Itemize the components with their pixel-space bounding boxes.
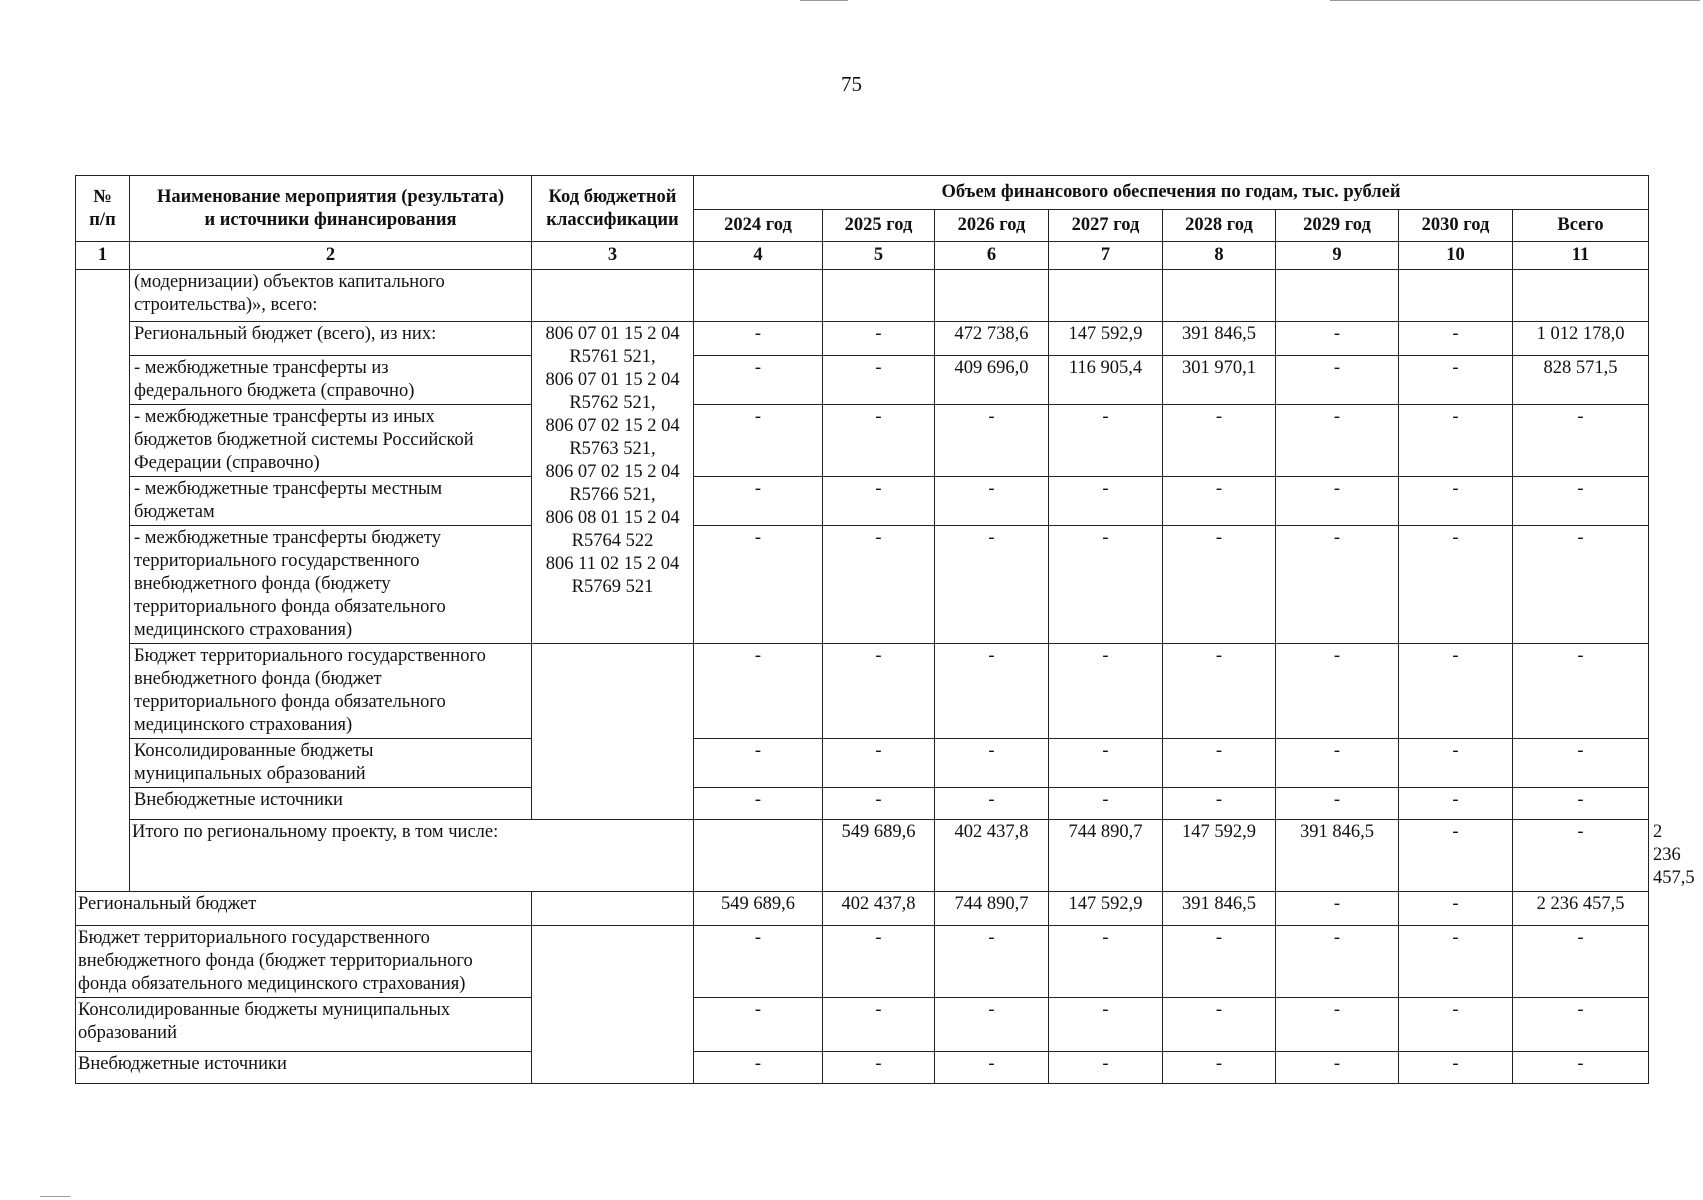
budget-code: 806 07 01 15 2 04 R5761 521, — [545, 324, 680, 367]
value-cell: 402 437,8 — [823, 892, 935, 926]
value-cell: - — [823, 356, 935, 405]
value-cell: 549 689,6 — [694, 892, 823, 926]
table-row — [76, 644, 1649, 739]
code-cell-empty — [532, 892, 694, 926]
value-cell: - — [694, 322, 823, 356]
value-cell: - — [1513, 1052, 1649, 1084]
header-year: 2024 год — [694, 210, 823, 242]
total-label: Региональный бюджет — [76, 892, 532, 926]
value-cell: - — [694, 1052, 823, 1084]
table-row — [76, 526, 1649, 644]
row-label: - межбюджетные трансферты местным бюджетам — [130, 477, 532, 526]
value-cell: - — [1513, 526, 1649, 644]
header-row-1 — [76, 176, 1649, 210]
column-number: 3 — [532, 242, 694, 270]
value-cell: - — [694, 788, 823, 820]
value-cell: 147 592,9 — [1049, 322, 1163, 356]
value-cell: - — [1399, 998, 1513, 1052]
header-year: 2030 год — [1399, 210, 1513, 242]
page-number: 75 — [841, 72, 862, 96]
num-cell-empty — [76, 270, 130, 892]
budget-code: 806 07 02 15 2 04 R5763 521, — [545, 416, 680, 459]
total-row — [76, 998, 1649, 1052]
value-cell: - — [823, 1052, 935, 1084]
value-cell: - — [935, 739, 1049, 788]
value-cell: 391 846,5 — [1276, 820, 1399, 892]
header-year: 2029 год — [1276, 210, 1399, 242]
code-cell-empty — [694, 820, 823, 892]
value-cell: - — [823, 998, 935, 1052]
column-number: 6 — [935, 242, 1049, 270]
value-cell: - — [694, 477, 823, 526]
value-cell: 147 592,9 — [1163, 820, 1276, 892]
value-cell: - — [694, 926, 823, 998]
header-num: № п/п — [76, 176, 130, 242]
value-cell: 744 890,7 — [935, 892, 1049, 926]
column-number: 2 — [130, 242, 532, 270]
value-cell: - — [1163, 644, 1276, 739]
budget-code-cell — [532, 322, 694, 644]
value-cell: - — [1163, 739, 1276, 788]
value-cell: - — [823, 926, 935, 998]
value-cell: - — [1399, 1052, 1513, 1084]
value-cell: - — [1276, 998, 1399, 1052]
total-label: Бюджет территориального государственного внебюджетного фонда (бюджет территориального фонда обязательного медицинского страхования) — [76, 926, 532, 998]
value-cell: - — [1049, 644, 1163, 739]
table-row — [76, 739, 1649, 788]
header-name: Наименование мероприятия (результата) и источники финансирования — [130, 176, 532, 242]
row-label: - межбюджетные трансферты из иных бюджетов бюджетной системы Российской Федерации (справочно) — [130, 405, 532, 477]
scan-artifact-line — [40, 1196, 70, 1197]
value-cell: - — [935, 998, 1049, 1052]
value-cell: 1 012 178,0 — [1513, 322, 1649, 356]
row-label: Консолидированные бюджеты муниципальных образований — [130, 739, 532, 788]
value-cell: - — [1276, 356, 1399, 405]
value-cell: - — [1163, 405, 1276, 477]
value-cell: - — [935, 1052, 1049, 1084]
value-cell: 391 846,5 — [1163, 322, 1276, 356]
total-row: Итого по региональному проекту, в том числе: 549 689,6 402 437,8 744 890,7 147 592,9 391 846,5 - - 2 236 457,5 — [76, 820, 1649, 892]
value-cell: - — [1049, 1052, 1163, 1084]
column-numbers-row — [76, 242, 1649, 270]
total-label: Итого по региональному проекту, в том числе: — [130, 820, 694, 892]
value-cell: - — [1276, 644, 1399, 739]
value-cell: - — [694, 405, 823, 477]
value-cell: - — [1276, 892, 1399, 926]
financing-table — [75, 175, 1695, 1084]
value-cell: - — [1049, 405, 1163, 477]
value-cell: - — [823, 788, 935, 820]
table-row — [76, 322, 1649, 356]
value-cell: - — [1276, 322, 1399, 356]
scan-artifact-line — [1330, 0, 1700, 1]
value-cell: - — [1513, 998, 1649, 1052]
value-cell: - — [1513, 405, 1649, 477]
value-cell: - — [694, 526, 823, 644]
value-cell: 472 738,6 — [935, 322, 1049, 356]
table-row — [76, 788, 1649, 820]
total-label: Консолидированные бюджеты муниципальных образований — [76, 998, 532, 1052]
value-cell: - — [823, 477, 935, 526]
value-cell: - — [1276, 1052, 1399, 1084]
value-cell: - — [1399, 526, 1513, 644]
budget-code: 806 07 01 15 2 04 R5762 521, — [545, 370, 680, 413]
column-number: 9 — [1276, 242, 1399, 270]
value-cell: - — [1399, 739, 1513, 788]
budget-code: 806 07 02 15 2 04 R5766 521, — [545, 462, 680, 505]
header-code: Код бюджетной классификации — [532, 176, 694, 242]
value-cell: - — [935, 926, 1049, 998]
total-label: Внебюджетные источники — [76, 1052, 532, 1084]
value-cell: 409 696,0 — [935, 356, 1049, 405]
value-cell: - — [1163, 1052, 1276, 1084]
value-cell: - — [1399, 788, 1513, 820]
value-cell: - — [1049, 526, 1163, 644]
value-cell: - — [1513, 739, 1649, 788]
header-financing-group: Объем финансового обеспечения по годам, тыс. рублей — [694, 176, 1649, 210]
header-year: 2025 год — [823, 210, 935, 242]
value-cell: - — [1276, 405, 1399, 477]
total-row — [76, 926, 1649, 998]
value-cell: - — [935, 788, 1049, 820]
intro-row — [76, 270, 1649, 322]
value-cell: - — [1276, 739, 1399, 788]
value-cell: - — [935, 405, 1049, 477]
budget-code: 806 08 01 15 2 04 R5764 522 — [545, 508, 680, 551]
value-cell: - — [1049, 739, 1163, 788]
value-cell: - — [935, 526, 1049, 644]
column-number: 5 — [823, 242, 935, 270]
value-cell: - — [935, 477, 1049, 526]
value-cell: - — [1163, 477, 1276, 526]
column-number: 4 — [694, 242, 823, 270]
row-label: Региональный бюджет (всего), из них: — [130, 322, 532, 356]
value-cell: - — [823, 526, 935, 644]
total-row — [76, 892, 1649, 926]
value-cell: - — [1399, 644, 1513, 739]
total-row — [76, 1052, 1649, 1084]
column-number: 7 — [1049, 242, 1163, 270]
code-cell-empty — [532, 644, 694, 820]
row-label: - межбюджетные трансферты бюджету территориального государственного внебюджетного фонда (бюджету территориального фонда обязательного медицинского страхования) — [130, 526, 532, 644]
value-cell: 402 437,8 — [935, 820, 1049, 892]
value-cell: - — [1399, 926, 1513, 998]
table-row — [76, 477, 1649, 526]
value-cell: 147 592,9 — [1049, 892, 1163, 926]
scan-artifact-line — [800, 0, 848, 1]
value-cell: - — [1163, 788, 1276, 820]
value-cell: - — [1049, 788, 1163, 820]
value-cell: - — [1513, 644, 1649, 739]
value-cell: - — [935, 644, 1049, 739]
value-cell: - — [694, 356, 823, 405]
value-cell: 116 905,4 — [1049, 356, 1163, 405]
table-row — [76, 405, 1649, 477]
value-cell: - — [1399, 322, 1513, 356]
value-cell: 2 236 457,5 — [1513, 892, 1649, 926]
value-cell: - — [1163, 998, 1276, 1052]
value-cell: - — [1513, 926, 1649, 998]
value-cell: 744 890,7 — [1049, 820, 1163, 892]
value-cell: - — [1513, 788, 1649, 820]
code-cell-empty — [532, 270, 694, 322]
value-cell: - — [694, 998, 823, 1052]
value-cell: - — [1513, 820, 1649, 892]
table-row — [76, 356, 1649, 405]
value-cell: - — [1049, 926, 1163, 998]
value-cell: - — [1399, 892, 1513, 926]
value-cell: - — [823, 405, 935, 477]
row-label: - межбюджетные трансферты из федерального бюджета (справочно) — [130, 356, 532, 405]
value-cell: - — [1163, 926, 1276, 998]
column-number: 11 — [1513, 242, 1649, 270]
intro-text: (модернизации) объектов капитального строительства)», всего: — [130, 270, 532, 322]
column-number: 8 — [1163, 242, 1276, 270]
code-cell-empty — [532, 926, 694, 1084]
header-year: Всего — [1513, 210, 1649, 242]
value-cell: - — [823, 322, 935, 356]
value-cell: - — [694, 739, 823, 788]
value-cell: - — [823, 739, 935, 788]
header-year: 2027 год — [1049, 210, 1163, 242]
value-cell: - — [823, 644, 935, 739]
budget-code: 806 11 02 15 2 04 R5769 521 — [545, 554, 680, 597]
value-cell: 549 689,6 — [823, 820, 935, 892]
value-cell: - — [1276, 526, 1399, 644]
value-cell: - — [694, 644, 823, 739]
value-cell: - — [1049, 477, 1163, 526]
value-cell: - — [1163, 526, 1276, 644]
header-year: 2028 год — [1163, 210, 1276, 242]
value-cell: - — [1399, 820, 1513, 892]
row-label: Бюджет территориального государственного внебюджетного фонда (бюджет территориального фонда обязательного медицинского страхования) — [130, 644, 532, 739]
value-cell: - — [1049, 998, 1163, 1052]
value-cell: - — [1513, 477, 1649, 526]
value-cell: 828 571,5 — [1513, 356, 1649, 405]
row-label: Внебюджетные источники — [130, 788, 532, 820]
value-cell: - — [1276, 788, 1399, 820]
column-number: 1 — [76, 242, 130, 270]
value-cell: 301 970,1 — [1163, 356, 1276, 405]
value-cell: - — [1399, 356, 1513, 405]
value-cell: 391 846,5 — [1163, 892, 1276, 926]
value-cell: - — [1399, 405, 1513, 477]
column-number: 10 — [1399, 242, 1513, 270]
value-cell: - — [1276, 926, 1399, 998]
value-cell: - — [1276, 477, 1399, 526]
value-cell: - — [1399, 477, 1513, 526]
header-year: 2026 год — [935, 210, 1049, 242]
